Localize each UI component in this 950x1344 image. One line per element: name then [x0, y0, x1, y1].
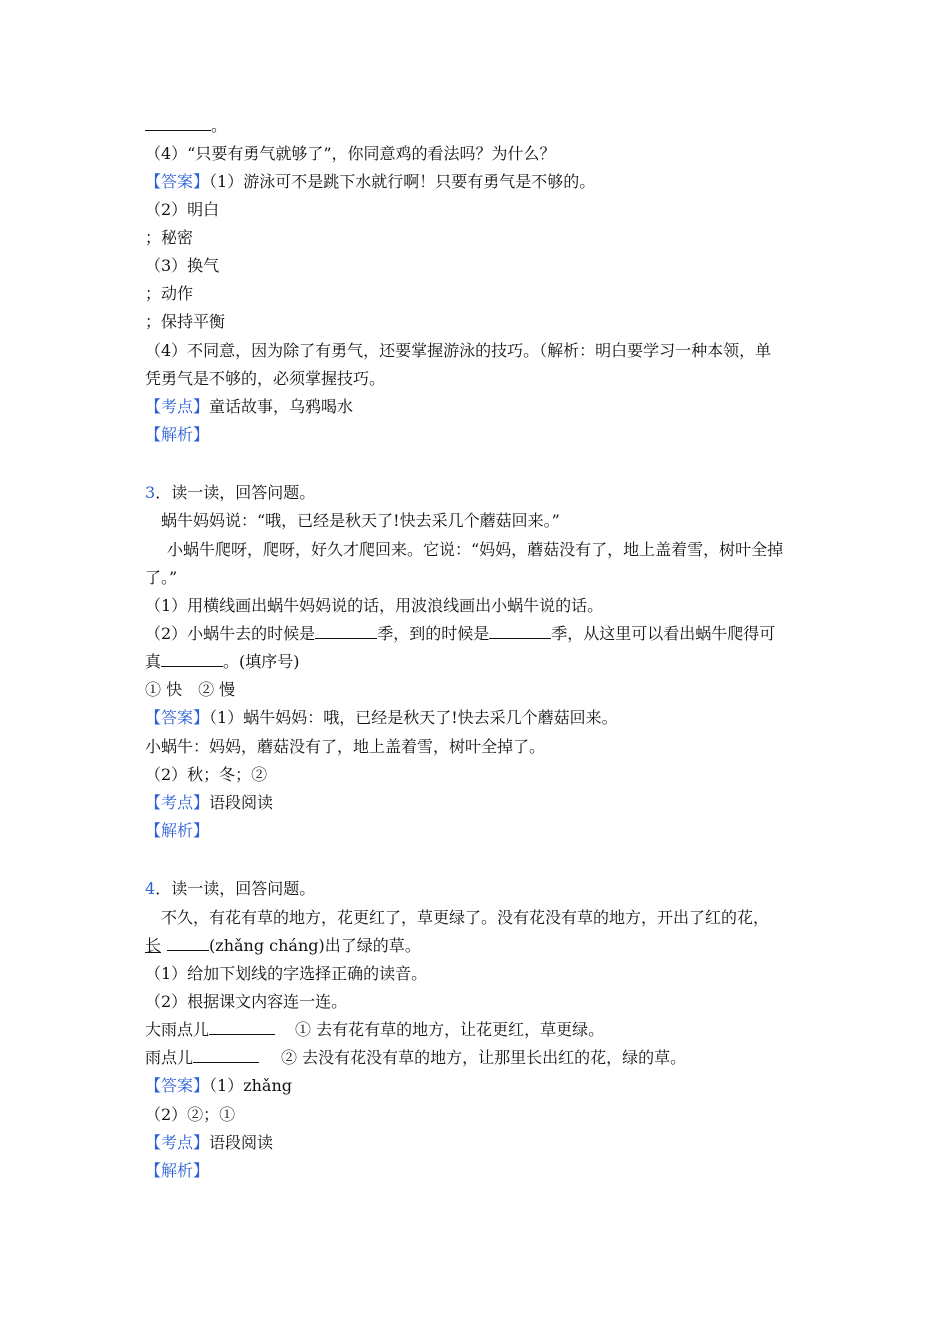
- q2-answer-line-3: ；秘密: [145, 228, 194, 247]
- q3-passage-line-3: 了。”: [145, 568, 178, 587]
- kaodian-text: 语段阅读: [209, 1133, 274, 1152]
- match-left: 大雨点儿: [145, 1020, 210, 1039]
- fill-blank[interactable]: [145, 116, 211, 131]
- q3-sub2-text-b: 季，到的时候是: [377, 624, 490, 643]
- q3-sub2-text-d: 真: [145, 652, 162, 671]
- q4-sub2: （2）根据课文内容连一连。: [145, 992, 348, 1011]
- q4-match-row-1: [145, 1019, 604, 1041]
- fill-blank[interactable]: [209, 1020, 275, 1035]
- q2-answer-line-8: 凭勇气是不够的，必须掌握技巧。: [145, 369, 386, 388]
- fill-blank[interactable]: [489, 624, 551, 639]
- q4-passage-line-2: [145, 935, 421, 957]
- underlined-char: 长: [145, 936, 162, 955]
- q3-sub2-cont: [145, 651, 300, 673]
- kaodian-tag: 【考点】: [145, 793, 210, 812]
- q3-jiexi-tag: 【解析】: [145, 821, 210, 840]
- answer-tag: 【答案】: [145, 172, 210, 191]
- question-title: ．读一读，回答问题。: [155, 879, 316, 898]
- q2-answer-line-5: ；动作: [145, 284, 194, 303]
- q4-answer-line-2: （2）②；①: [145, 1105, 236, 1124]
- kaodian-tag: 【考点】: [145, 1133, 210, 1152]
- q3-answer-line-1: [145, 707, 618, 729]
- match-right: ① 去有花有草的地方，让花更红，草更绿。: [295, 1020, 605, 1039]
- q4-sub1: （1）给加下划线的字选择正确的读音。: [145, 964, 428, 983]
- question-number: 4: [145, 879, 156, 898]
- q3-sub2-text-c: 季，从这里可以看出蜗牛爬得可: [551, 624, 776, 643]
- q4-passage-line-1: 不久，有花有草的地方，花更红了，草更绿了。没有花没有草的地方，开出了红的花，: [161, 908, 770, 927]
- q3-passage-line-2: 小蜗牛爬呀，爬呀，好久才爬回来。它说：“妈妈，蘑菇没有了，地上盖着雪，树叶全掉: [167, 540, 784, 559]
- q2-answer-line-7: （4）不同意，因为除了有勇气，还要掌握游泳的技巧。（解析：明白要学习一种本领，单: [145, 341, 772, 360]
- q3-options: ① 快 ② 慢: [145, 680, 236, 699]
- answer-text: （1）蜗牛妈妈：哦，已经是秋天了!快去采几个蘑菇回来。: [209, 708, 618, 727]
- q3-sub2-text-e: 。(填序号): [223, 652, 300, 671]
- fill-blank[interactable]: [315, 624, 377, 639]
- q4-match-row-2: [145, 1047, 686, 1069]
- question-number: 3: [145, 483, 156, 502]
- pinyin-choices: (zhǎng cháng): [209, 936, 325, 955]
- match-right: ② 去没有花没有草的地方，让那里长出红的花，绿的草。: [281, 1048, 687, 1067]
- q3-answer-line-2: 小蜗牛：妈妈，蘑菇没有了，地上盖着雪，树叶全掉了。: [145, 737, 546, 756]
- q4-jiexi-tag: 【解析】: [145, 1161, 210, 1180]
- q2-sub4: （4）“只要有勇气就够了”，你同意鸡的看法吗？为什么？: [145, 144, 556, 163]
- q3-kaodian: [145, 792, 273, 814]
- q3-sub2: [145, 623, 775, 645]
- q2-answer-line-6: ；保持平衡: [145, 312, 226, 331]
- match-left: 雨点儿: [145, 1048, 194, 1067]
- q4-kaodian: [145, 1132, 273, 1154]
- fill-blank[interactable]: [161, 652, 223, 667]
- q2-answer-line-1: [145, 171, 595, 193]
- q3-sub1: （1）用横线画出蜗牛妈妈说的话，用波浪线画出小蜗牛说的话。: [145, 596, 604, 615]
- q2-blank-end: 。: [211, 116, 228, 135]
- q4-answer-line-1: [145, 1075, 292, 1097]
- q3-title: [145, 482, 315, 504]
- q2-answer-line-4: （3）换气: [145, 256, 220, 275]
- kaodian-tag: 【考点】: [145, 397, 210, 416]
- q2-kaodian: [145, 396, 353, 418]
- fill-blank[interactable]: [193, 1048, 259, 1063]
- kaodian-text: 童话故事，乌鸦喝水: [209, 397, 354, 416]
- answer-text: （1）zhǎng: [209, 1076, 293, 1095]
- answer-text: （1）游泳可不是跳下水就行啊！只要有勇气是不够的。: [209, 172, 596, 191]
- answer-tag: 【答案】: [145, 1076, 210, 1095]
- q3-passage-line-1: 蜗牛妈妈说：“哦，已经是秋天了!快去采几个蘑菇回来。”: [161, 511, 560, 530]
- question-title: ．读一读，回答问题。: [155, 483, 316, 502]
- q3-sub2-text-a: （2）小蜗牛去的时候是: [145, 624, 316, 643]
- q4-title: [145, 878, 315, 900]
- fill-blank[interactable]: [167, 936, 209, 951]
- q2-jiexi-tag: 【解析】: [145, 425, 210, 444]
- q2-answer-line-2: （2）明白: [145, 200, 220, 219]
- passage-rest: 出了绿的草。: [324, 936, 421, 955]
- q3-answer-line-3: （2）秋；冬；②: [145, 765, 268, 784]
- q2-blank-line: [145, 115, 227, 137]
- answer-tag: 【答案】: [145, 708, 210, 727]
- kaodian-text: 语段阅读: [209, 793, 274, 812]
